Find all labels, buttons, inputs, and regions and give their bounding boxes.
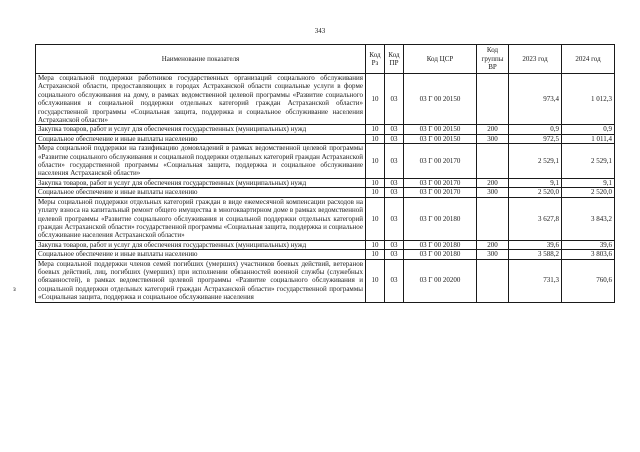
row-rz: 10 — [366, 259, 385, 302]
row-2023: 973,4 — [509, 74, 562, 125]
row-vr: 300 — [477, 134, 509, 143]
row-2024: 2 520,0 — [562, 188, 615, 197]
row-csr: 03 Г 00 20180 — [404, 240, 477, 249]
row-2024: 1 011,4 — [562, 134, 615, 143]
row-pr: 03 — [385, 178, 404, 187]
row-csr: 03 Г 00 20150 — [404, 125, 477, 134]
row-rz: 10 — [366, 125, 385, 134]
row-rz: 10 — [366, 188, 385, 197]
row-pr: 03 — [385, 74, 404, 125]
row-pr: 03 — [385, 250, 404, 259]
row-2024: 3 803,6 — [562, 250, 615, 259]
row-csr: 03 Г 00 20150 — [404, 74, 477, 125]
row-vr: 200 — [477, 240, 509, 249]
column-header-pr: Код ПР — [385, 45, 404, 74]
row-rz: 10 — [366, 250, 385, 259]
row-2024: 1 012,3 — [562, 74, 615, 125]
row-vr — [477, 259, 509, 302]
column-header-2024: 2024 год — [562, 45, 615, 74]
row-2023: 2 529,1 — [509, 144, 562, 179]
table-row — [36, 134, 615, 143]
row-2023: 0,9 — [509, 125, 562, 134]
row-2023: 3 627,8 — [509, 197, 562, 240]
row-vr: 200 — [477, 125, 509, 134]
row-pr: 03 — [385, 188, 404, 197]
row-csr: 03 Г 00 20180 — [404, 250, 477, 259]
table-header-row — [36, 45, 615, 74]
row-csr: 03 Г 00 20150 — [404, 134, 477, 143]
row-name: Мера социальной поддержки работников государственных организаций социального обслуживания Астраханской области, предоставляющих в городах Астраханской области социальные услуги в форме социального обслуживания на дому, в рамках ведомственной целевой программы «Развитие социального обслуживания и социальной поддержки отдельных категорий граждан Астраханской области» государственной программы «Социальная защита, поддержка и социальное обслуживание населения Астраханской области» — [36, 74, 366, 125]
table-row — [36, 188, 615, 197]
row-csr: 03 Г 00 20200 — [404, 259, 477, 302]
row-name: Мера социальной поддержки на газификацию домовладений в рамках ведомственной целевой программы «Развитие социального обслуживания и социальной поддержки отдельных категорий граждан Астраханской области» государственной программы «Социальная защита, поддержка и социальное обслуживание населения Астраханской области» — [36, 144, 366, 179]
row-pr: 03 — [385, 125, 404, 134]
row-2023: 972,5 — [509, 134, 562, 143]
row-name: Социальное обеспечение и иные выплаты населению — [36, 134, 366, 143]
column-header-rz: Код Рз — [366, 45, 385, 74]
row-rz: 10 — [366, 178, 385, 187]
row-csr: 03 Г 00 20180 — [404, 197, 477, 240]
row-vr: 300 — [477, 250, 509, 259]
row-vr — [477, 144, 509, 179]
row-name: Мера социальной поддержки членов семей погибших (умерших) участников боевых действий, ветеранов боевых действий, лиц, погибших (умерших) при исполнении обязанностей военной службы (служебных обязанностей), в рамках ведомственной целевой программы «Развитие социального обслуживания и социальной поддержки отдельных категорий граждан Астраханской области» государственной программы «Социальная защита, поддержка и социальное обслуживание населения — [36, 259, 366, 302]
column-header-vr: Код группы ВР — [477, 45, 509, 74]
row-vr: 300 — [477, 188, 509, 197]
table-row — [36, 125, 615, 134]
table-row — [36, 240, 615, 249]
budget-table — [35, 44, 615, 303]
table-row — [36, 259, 615, 302]
row-vr — [477, 74, 509, 125]
row-2024: 39,6 — [562, 240, 615, 249]
row-rz: 10 — [366, 197, 385, 240]
row-rz: 10 — [366, 240, 385, 249]
row-pr: 03 — [385, 197, 404, 240]
table-row — [36, 250, 615, 259]
row-2024: 3 843,2 — [562, 197, 615, 240]
row-csr: 03 Г 00 20170 — [404, 144, 477, 179]
page-number: 343 — [314, 27, 326, 35]
row-name: Социальное обеспечение и иные выплаты населению — [36, 188, 366, 197]
table-row — [36, 178, 615, 187]
column-header-name: Наименование показателя — [36, 45, 366, 74]
row-pr: 03 — [385, 134, 404, 143]
row-rz: 10 — [366, 74, 385, 125]
row-pr: 03 — [385, 240, 404, 249]
row-2023: 2 520,0 — [509, 188, 562, 197]
margin-mark: з — [13, 285, 16, 293]
row-2024: 2 529,1 — [562, 144, 615, 179]
row-2023: 731,3 — [509, 259, 562, 302]
column-header-csr: Код ЦСР — [404, 45, 477, 74]
row-2023: 39,6 — [509, 240, 562, 249]
row-rz: 10 — [366, 144, 385, 179]
table-row — [36, 144, 615, 179]
column-header-2023: 2023 год — [509, 45, 562, 74]
row-name: Закупка товаров, работ и услуг для обеспечения государственных (муниципальных) нужд — [36, 178, 366, 187]
row-csr: 03 Г 00 20170 — [404, 188, 477, 197]
row-rz: 10 — [366, 134, 385, 143]
row-name: Закупка товаров, работ и услуг для обеспечения государственных (муниципальных) нужд — [36, 240, 366, 249]
row-2024: 760,6 — [562, 259, 615, 302]
table-row — [36, 197, 615, 240]
row-2023: 9,1 — [509, 178, 562, 187]
row-2024: 0,9 — [562, 125, 615, 134]
row-name: Меры социальной поддержки отдельных категорий граждан в виде ежемесячной компенсации расходов на уплату взноса на капитальный ремонт общего имущества в многоквартирном доме в рамках ведомственной целевой программы «Развитие социального обслуживания и социальной поддержки отдельных категорий граждан Астраханской области» государственной программы «Социальная защита, поддержка и социальное обслуживание населения Астраханской области» — [36, 197, 366, 240]
row-vr — [477, 197, 509, 240]
row-name: Закупка товаров, работ и услуг для обеспечения государственных (муниципальных) нужд — [36, 125, 366, 134]
row-name: Социальное обеспечение и иные выплаты населению — [36, 250, 366, 259]
row-pr: 03 — [385, 144, 404, 179]
row-2024: 9,1 — [562, 178, 615, 187]
row-csr: 03 Г 00 20170 — [404, 178, 477, 187]
row-2023: 3 588,2 — [509, 250, 562, 259]
table-row — [36, 74, 615, 125]
row-pr: 03 — [385, 259, 404, 302]
row-vr: 200 — [477, 178, 509, 187]
